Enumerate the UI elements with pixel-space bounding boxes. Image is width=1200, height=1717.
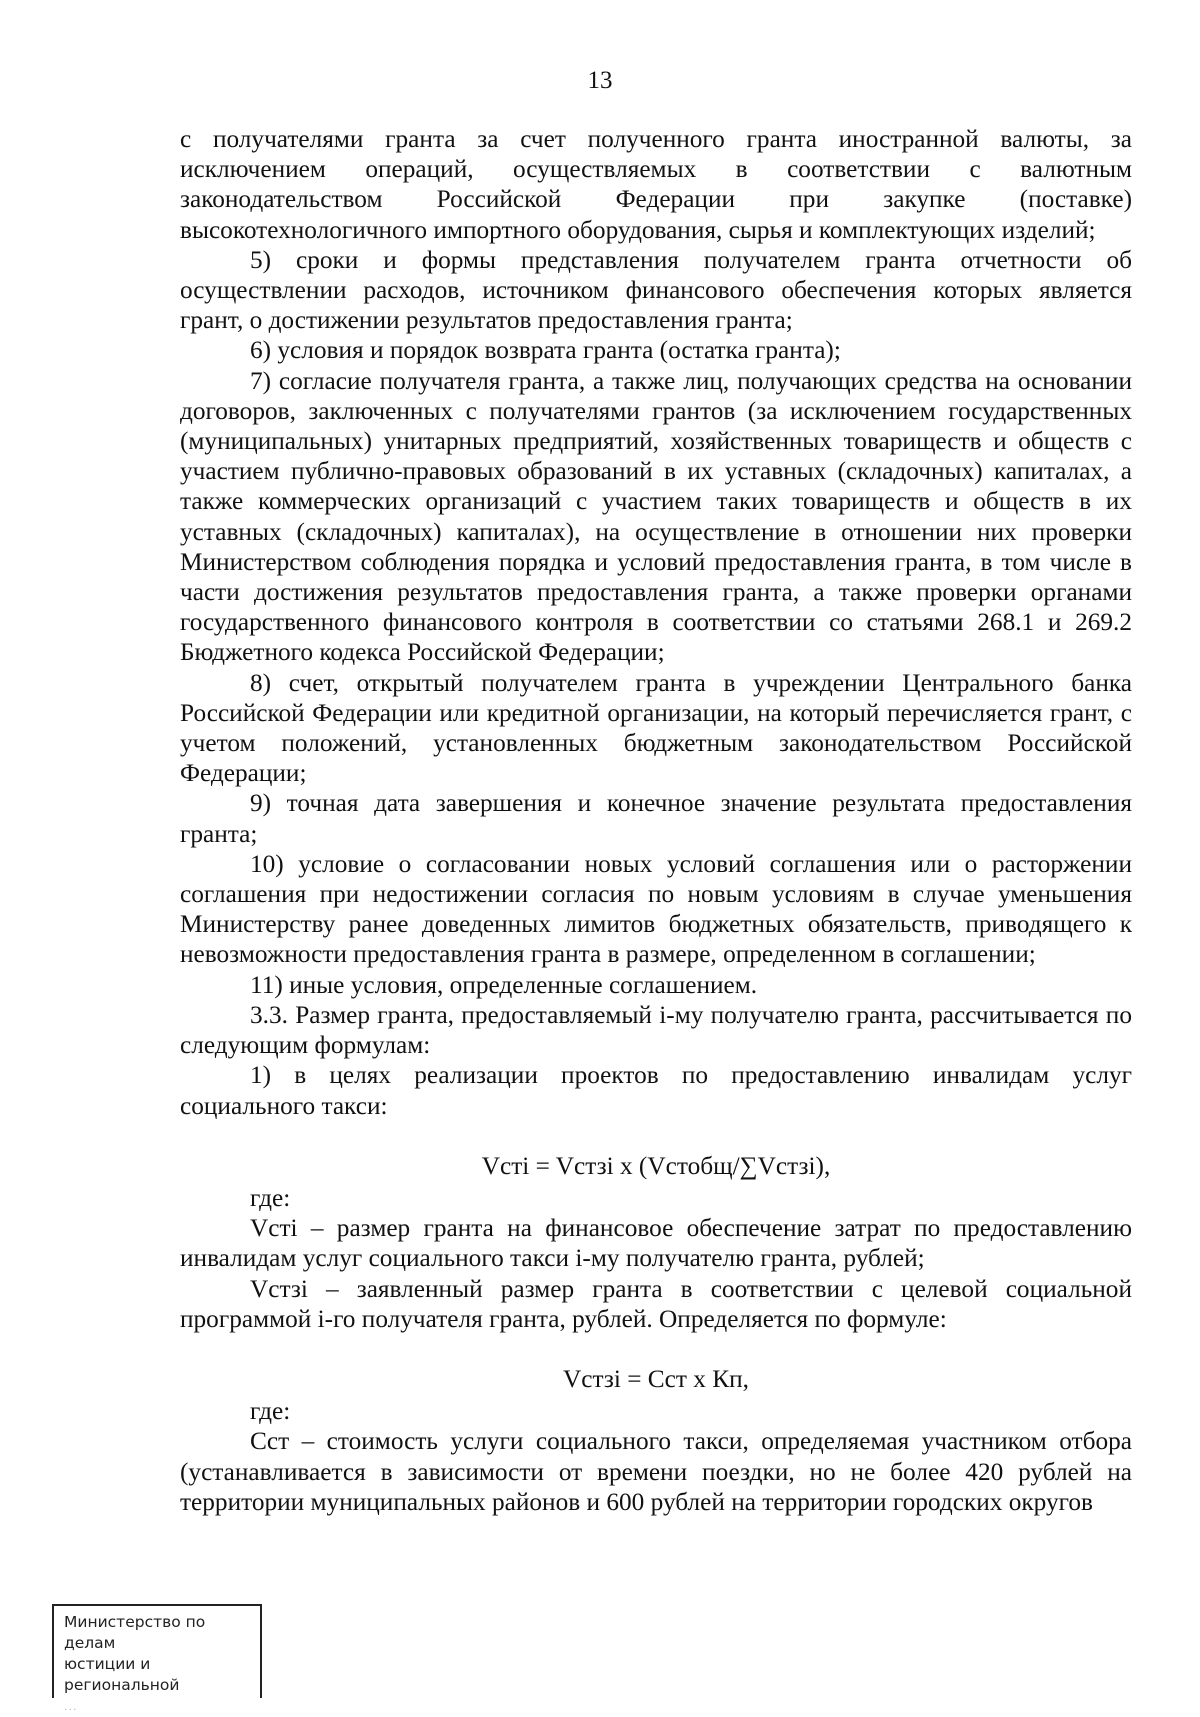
- stamp-line-faded: ...: [64, 1700, 78, 1713]
- formula-grant-size: Vcтi = Vcтзi x (Vcтобщ/∑Vcтзi),: [481, 1151, 831, 1180]
- paragraph-item-9: 9) точная дата завершения и конечное значение результата предоставления гранта;: [180, 789, 1132, 848]
- paragraph-subitem-1: 1) в целях реализации проектов по предоставлению инвалидам услуг социального такси:: [180, 1061, 1132, 1120]
- definition-cst: Сcт – стоимость услуги социального такси, определяемая участником отбора (устанавливается в зависимости от времени поездки, но не более 420 рублей на территории муниципальных районов и 600 рублей на территории городских округов: [180, 1427, 1132, 1516]
- page-number: 13: [587, 67, 613, 94]
- definition-vctzi: Vcтзi – заявленный размер гранта в соответствии с целевой социальной программой i-го получателя гранта, рублей. Определяется по формуле:: [180, 1274, 1132, 1333]
- ministry-stamp: [52, 1604, 262, 1713]
- paragraph-item-8: 8) счет, открытый получателем гранта в учреждении Центрального банка Российской Федерации или кредитной организации, на который перечисляется грант, с учетом положений, установленных бюджетным законодательством Российской Федерации;: [180, 668, 1132, 788]
- paragraph-item-7: 7) согласие получателя гранта, а также лиц, получающих средства на основании договоров, заключенных с получателями грантов (за исключением государственных (муниципальных) унитарных предприятий, хозяйственных товариществ и обществ с участием публично-правовых образований в их уставных (складочных) капиталах, а также коммерческих организаций с участием таких товариществ и обществ в их уставных (складочных) капиталах), на осуществление в отношении них проверки Министерством соблюдения порядка и условий предоставления гранта, в том числе в части достижения результатов предоставления гранта, а также проверки органами государственного финансового контроля в соответствии со статьями 268.1 и 269.2 Бюджетного кодекса Российской Федерации;: [180, 366, 1132, 667]
- where-label: где:: [250, 1183, 291, 1212]
- formula-declared-grant: Vcтзi = Ccт x Кп,: [563, 1364, 749, 1393]
- paragraph-item-6: 6) условия и порядок возврата гранта (остатка гранта);: [250, 336, 841, 365]
- stamp-line: Министерство по делам: [64, 1613, 206, 1652]
- paragraph-item-10: 10) условие о согласовании новых условий соглашения или о расторжении соглашения при недостижении согласия по новым условиям в случае уменьшения Министерству ранее доведенных лимитов бюджетных обязательств, приводящего к невозможности предоставления гранта в размере, определенном в соглашении;: [180, 849, 1132, 969]
- paragraph-continuation: с получателями гранта за счет полученного гранта иностранной валюты, за исключением операций, осуществляемых в соответствии с валютным законодательством Российской Федерации при закупке (поставке) высокотехнологичного импортного оборудования, сырья и комплектующих изделий;: [180, 125, 1132, 244]
- document-body: [180, 124, 1132, 1517]
- where-label: где:: [250, 1397, 291, 1426]
- definition-vcti: Vcтi – размер гранта на финансовое обеспечение затрат по предоставлению инвалидам услуг социального такси i-му получателю гранта, рублей;: [180, 1214, 1132, 1273]
- paragraph-item-5: 5) сроки и формы представления получателем гранта отчетности об осуществлении расходов, источником финансового обеспечения которых является грант, о достижении результатов предоставления гранта;: [180, 245, 1132, 335]
- paragraph-section-3-3: 3.3. Размер гранта, предоставляемый i-му получателю гранта, рассчитывается по следующим формулам:: [180, 1000, 1132, 1060]
- paragraph-item-11: 11) иные условия, определенные соглашением.: [250, 970, 758, 999]
- stamp-line: юстиции и региональной: [64, 1655, 180, 1694]
